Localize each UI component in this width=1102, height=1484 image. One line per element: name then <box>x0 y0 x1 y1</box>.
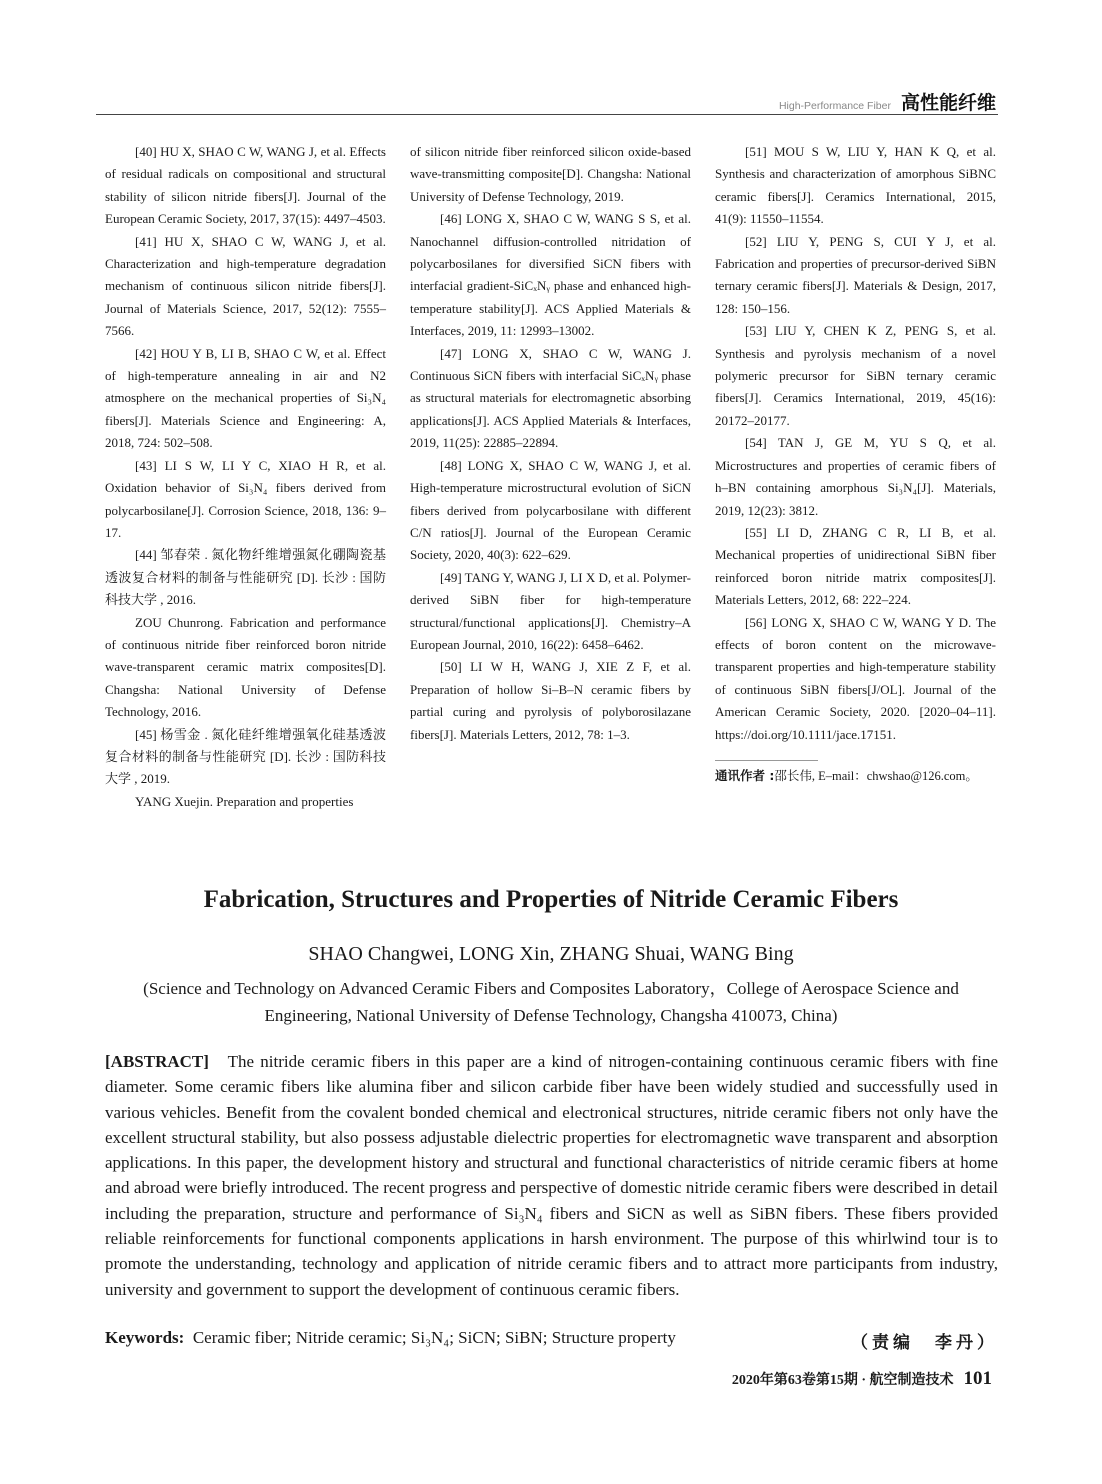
page-number: 101 <box>963 1368 992 1389</box>
reference-44: [44] 邹春荣 . 氮化物纤维增强氮化硼陶瓷基透波复合材料的制备与性能研究 [D]. 长沙 : 国防科技大学 , 2016. <box>105 547 386 608</box>
abstract-label: [ABSTRACT] <box>105 1052 209 1071</box>
reference-44-en: ZOU Chunrong. Fabrication and performance of continuous nitride fiber reinforced boron nitride wave-transparent ceramic matrix composites[D]. Changsha: National University of Defense Technology, 2016. <box>105 614 386 720</box>
keywords-line <box>105 1328 998 1353</box>
reference-54: [54] TAN J, GE M, YU S Q, et al. Microstructures and properties of ceramic fibers of h–BN containing amorphous Si₃N₄[J]. Materials, 2019, 12(23): 3812. <box>715 435 996 518</box>
reference-48: [48] LONG X, SHAO C W, WANG J, et al. High-temperature microstructural evolution of SiCN fibers derived from polycarbosilane with different C/N ratios[J]. Journal of the European Ceramic Society, 2020, 40(3): 622–629. <box>410 457 691 563</box>
reference-52: [52] LIU Y, PENG S, CUI Y J, et al. Fabrication and properties of precursor-derived SiBN ternary ceramic fibers[J]. Materials & Design, 2017, 128: 150–156. <box>715 233 996 316</box>
header-rule <box>96 114 998 115</box>
keywords-label: Keywords: <box>105 1328 185 1347</box>
paper-authors: SHAO Changwei, LONG Xin, ZHANG Shuai, WANG Bing <box>308 943 794 965</box>
reference-47: [47] LONG X, SHAO C W, WANG J. Continuous SiCN fibers with interfacial SiCₓNᵧ phase as structural materials for electromagnetic absorbing applications[J]. ACS Applied Materials & Interfaces, 2019, 11(25): 22885–22894. <box>410 345 691 451</box>
reference-46: [46] LONG X, SHAO C W, WANG S S, et al. Nanochannel diffusion-controlled nitridation of polycarbosilanes for diversified SiCN fibers with interfacial gradient-SiCₓNᵧ phase and enhanced high-temperature stability[J]. ACS Applied Materials & Interfaces, 2019, 11: 12993–13002. <box>410 211 691 339</box>
reference-51: [51] MOU S W, LIU Y, HAN K Q, et al. Synthesis and characterization of amorphous SiBNC ceramic fibers[J]. Ceramics International, 2015, 41(9): 11550–11554. <box>715 144 996 227</box>
reference-42: [42] HOU Y B, LI B, SHAO C W, et al. Effect of high-temperature annealing in air and N2 atmosphere on the mechanical properties of Si₃N₄ fibers[J]. Materials Science and Engineering: A, 2018, 724: 502–508. <box>105 345 386 451</box>
corresponding-author-text: 邵长伟, E–mail：chwshao@126.com。 <box>774 768 978 783</box>
corresponding-author <box>715 765 996 787</box>
reference-40: [40] HU X, SHAO C W, WANG J, et al. Effects of residual radicals on compositional and structural stability of silicon nitride fibers[J]. Journal of the European Ceramic Society, 2017, 37(15): 4497–4503. <box>105 144 386 227</box>
reference-50: [50] LI W H, WANG J, XIE Z F, et al. Preparation of hollow Si–B–N ceramic fibers by partial curing and pyrolysis of polyborosilazane fibers[J]. Materials Letters, 2012, 78: 1–3. <box>410 659 691 742</box>
editor-note: （责编 李丹） <box>851 1333 998 1352</box>
references-columns <box>105 141 998 813</box>
paper-title: Fabrication, Structures and Properties of Nitride Ceramic Fibers <box>203 886 899 913</box>
reference-53: [53] LIU Y, CHEN K Z, PENG S, et al. Synthesis and pyrolysis mechanism of a novel polymeric precursor for SiBN ternary ceramic fibers[J]. Ceramics International, 2019, 45(16): 20172–20177. <box>715 323 996 428</box>
journal-name-cn: 高性能纤维 <box>900 92 996 114</box>
references-col-1 <box>105 141 386 813</box>
abstract-text: The nitride ceramic fibers in this paper are a kind of nitrogen-containing continuous ceramic fibers with fine diameter. Some ceramic fibers like alumina fiber and silicon carbide fiber have been widely studied and successfully used in various vehicles. Benefit from the covalent bonded chemical and electronical structures, nitride ceramic fibers not only have the excellent structural stability, but also possess adjustable dielectric properties for electromagnetic wave transparent and absorption applications. In this paper, the development history and structural and functional characteristics of nitride ceramic fibers at home and abroad were briefly introduced. The recent progress and perspective of domestic nitride ceramic fibers were described in detail including the preparation, structure and performance of Si₃N₄ fibers and SiCN as well as SiBN fibers. These fibers provided reliable reinforcements for functional components applications in harsh environment. The purpose of this whirlwind tour is to promote the understanding, technology and application of nitride ceramic fibers and to attract more participants from industry, university and government to support the development of continuous ceramic fibers. <box>105 1052 998 1299</box>
reference-55: [55] LI D, ZHANG C R, LI B, et al. Mechanical properties of unidirectional SiBN fiber reinforced boron nitride matrix composites[J]. Materials Letters, 2012, 68: 222–224. <box>715 524 996 608</box>
footnote-rule <box>715 760 818 761</box>
reference-45-continued: of silicon nitride fiber reinforced silicon oxide-based wave-transmitting composite[D]. Changsha: National University of Defense Technology, 2019. <box>410 144 691 204</box>
reference-49: [49] TANG Y, WANG J, LI X D, et al. Polymer-derived SiBN fiber for high-temperature structural/functional applications[J]. Chemistry–A European Journal, 2010, 16(22): 6458–6462. <box>410 569 691 652</box>
reference-45: [45] 杨雪金 . 氮化硅纤维增强氧化硅基透波复合材料的制备与性能研究 [D]. 长沙 : 国防科技大学 , 2019. <box>105 726 386 787</box>
paper-affiliation: (Science and Technology on Advanced Ceramic Fibers and Composites Laboratory，College of Aerospace Science and Engineering, National University of Defense Technology, Changsha 410073, China) <box>143 979 959 1025</box>
journal-name-en: High-Performance Fiber <box>778 100 891 112</box>
reference-43: [43] LI S W, LI Y C, XIAO H R, et al. Oxidation behavior of Si₃N₄ fibers derived from polycarbosilane[J]. Corrosion Science, 2018, 136: 9–17. <box>105 457 386 540</box>
references-col-2 <box>410 141 691 813</box>
running-header <box>779 88 996 115</box>
page-footer <box>732 1368 992 1390</box>
reference-56: [56] LONG X, SHAO C W, WANG Y D. The effects of boron content on the microwave-transparent properties and high-temperature stability of continuous SiBN fibers[J/OL]. Journal of the American Ceramic Society, 2020. [2020–04–11]. https://doi.org/10.1111/jace.17151. <box>715 614 996 742</box>
references-col-3 <box>715 141 996 813</box>
keywords <box>105 1328 676 1353</box>
abstract <box>105 1049 998 1302</box>
keywords-text: Ceramic fiber; Nitride ceramic; Si₃N₄; SiCN; SiBN; Structure property <box>192 1328 676 1347</box>
reference-45-en: YANG Xuejin. Preparation and properties <box>135 793 354 809</box>
reference-41: [41] HU X, SHAO C W, WANG J, et al. Characterization and high-temperature degradation mechanism of continuous silicon nitride fibers[J]. Journal of Materials Science, 2017, 52(12): 7555–7566. <box>105 233 386 339</box>
issue-info: 2020年第63卷第15期 · 航空制造技术 <box>731 1373 954 1388</box>
corresponding-author-label: 通讯作者 : <box>715 767 775 783</box>
